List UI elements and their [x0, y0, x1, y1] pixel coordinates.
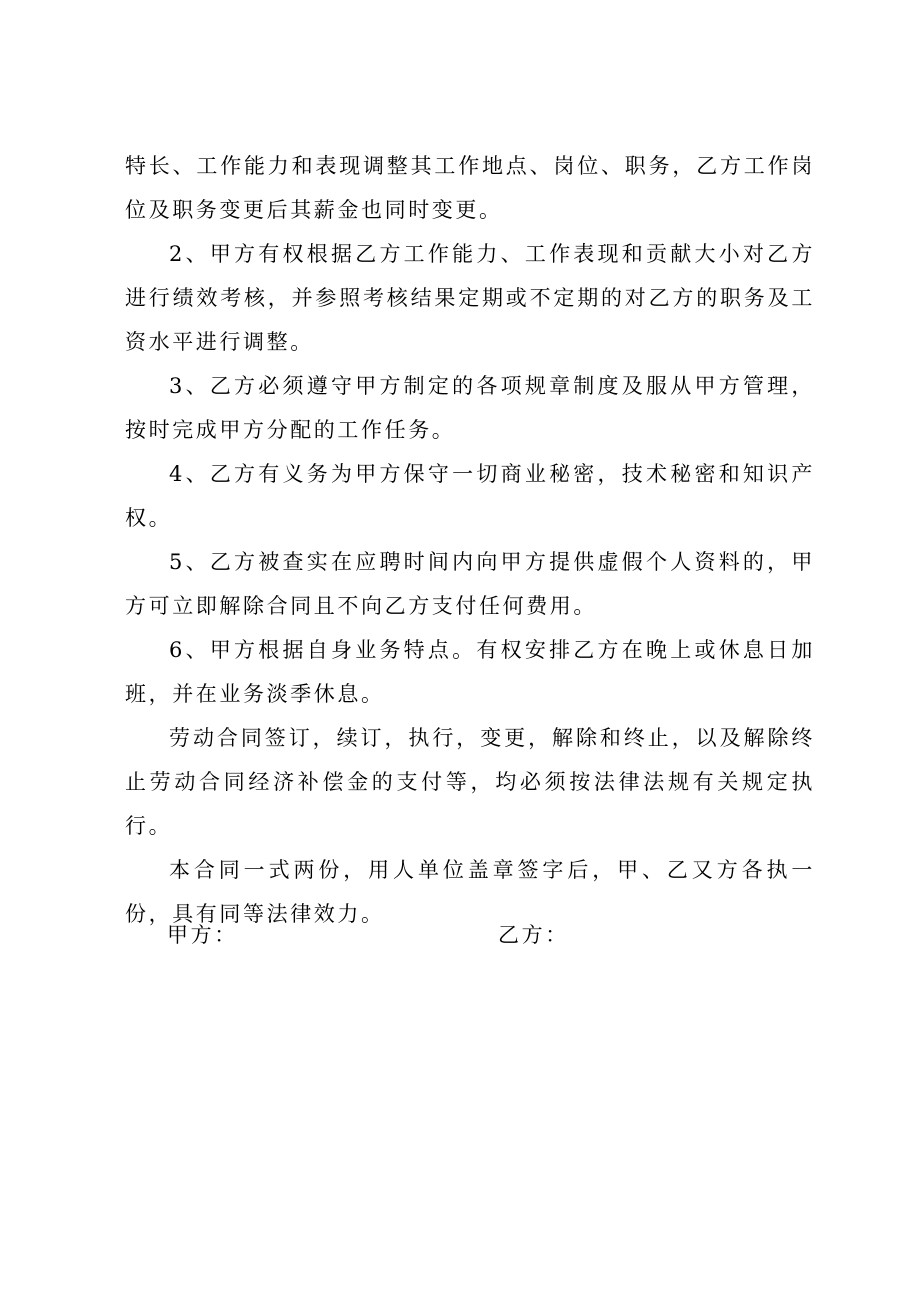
party-b-signature-label: 乙方： — [498, 923, 569, 947]
party-a-signature-label: 甲方： — [167, 923, 238, 947]
paragraph-clause-3: 3、乙方必须遵守甲方制定的各项规章制度及服从甲方管理，按时完成甲方分配的工作任务。 — [125, 374, 815, 442]
paragraph-clause-2: 2、甲方有权根据乙方工作能力、工作表现和贡献大小对乙方进行绩效考核，并参照考核结果定期或不定期的对乙方的职务及工资水平进行调整。 — [125, 242, 815, 354]
paragraph-clause-5: 5、乙方被查实在应聘时间内向甲方提供虚假个人资料的，甲方可立即解除合同且不向乙方支付任何费用。 — [125, 550, 815, 618]
signature-row — [167, 915, 767, 955]
contract-body — [125, 144, 815, 936]
paragraph-copies-effect: 本合同一式两份，用人单位盖章签字后，甲、乙又方各执一份，具有同等法律效力。 — [125, 858, 815, 926]
paragraph-clause-6: 6、甲方根据自身业务特点。有权安排乙方在晚上或休息日加班，并在业务淡季休息。 — [125, 638, 815, 706]
paragraph-clause-continuation: 特长、工作能力和表现调整其工作地点、岗位、职务，乙方工作岗位及职务变更后其薪金也同时变更。 — [125, 154, 815, 222]
paragraph-legal-compliance: 劳动合同签订，续订，执行，变更，解除和终止，以及解除终止劳动合同经济补偿金的支付等，均必须按法律法规有关规定执行。 — [125, 726, 815, 838]
paragraph-clause-4: 4、乙方有义务为甲方保守一切商业秘密，技术秘密和知识产权。 — [125, 462, 815, 530]
